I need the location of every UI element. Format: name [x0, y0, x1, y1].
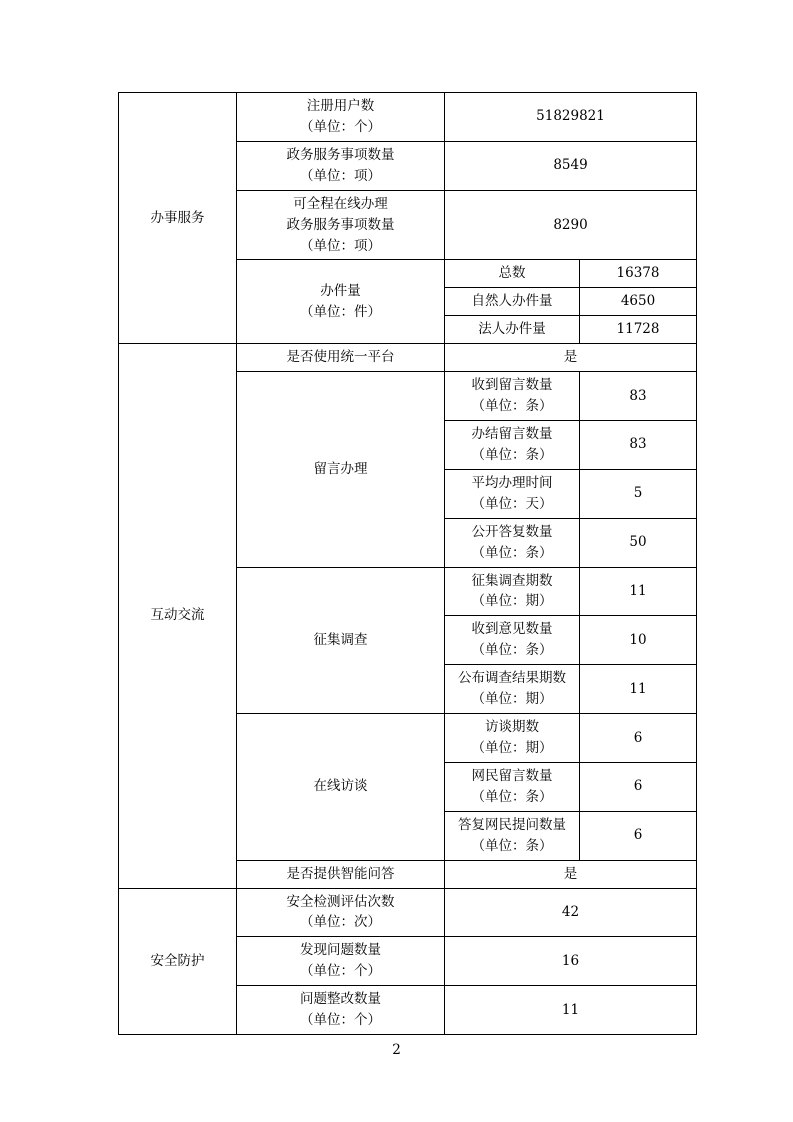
value-cell: 50: [580, 518, 697, 567]
sub-item-cell: 公布调查结果期数 （单位：期）: [445, 665, 580, 714]
page-number: 2: [392, 1042, 401, 1058]
item-cell: 办件量 （单位：件）: [237, 260, 445, 344]
category-cell: 安全防护: [119, 888, 237, 1035]
table-row: [119, 888, 697, 937]
value-cell: 是: [445, 344, 697, 372]
sub-item-cell: 答复网民提问数量 （单位：条）: [445, 811, 580, 860]
item-cell: 注册用户数 （单位：个）: [237, 93, 445, 142]
item-cell: 政务服务事项数量 （单位：项）: [237, 141, 445, 190]
item-cell: 问题整改数量 （单位：个）: [237, 986, 445, 1035]
sub-item-cell: 网民留言数量 （单位：条）: [445, 762, 580, 811]
value-cell: 6: [580, 762, 697, 811]
value-cell: 11: [445, 986, 697, 1035]
value-cell: 6: [580, 811, 697, 860]
value-cell: 4650: [580, 288, 697, 316]
government-service-statistics-table: [118, 92, 697, 1035]
sub-item-cell: 自然人办件量: [445, 288, 580, 316]
value-cell: 11: [580, 567, 697, 616]
table-row: [119, 344, 697, 372]
sub-item-cell: 法人办件量: [445, 316, 580, 344]
item-cell: 安全检测评估次数 （单位：次）: [237, 888, 445, 937]
value-cell: 42: [445, 888, 697, 937]
value-cell: 51829821: [445, 93, 697, 142]
value-cell: 5: [580, 469, 697, 518]
value-cell: 8549: [445, 141, 697, 190]
value-cell: 16378: [580, 260, 697, 288]
category-cell: 互动交流: [119, 344, 237, 888]
sub-item-cell: 公开答复数量 （单位：条）: [445, 518, 580, 567]
sub-item-cell: 总数: [445, 260, 580, 288]
value-cell: 10: [580, 616, 697, 665]
table-row: [119, 93, 697, 142]
item-cell: 可全程在线办理 政务服务事项数量 （单位：项）: [237, 190, 445, 260]
value-cell: 83: [580, 372, 697, 421]
sub-item-cell: 收到留言数量 （单位：条）: [445, 372, 580, 421]
value-cell: 83: [580, 420, 697, 469]
value-cell: 8290: [445, 190, 697, 260]
item-cell: 发现问题数量 （单位：个）: [237, 937, 445, 986]
item-cell: 在线访谈: [237, 714, 445, 861]
item-cell: 是否使用统一平台: [237, 344, 445, 372]
sub-item-cell: 访谈期数 （单位：期）: [445, 714, 580, 763]
sub-item-cell: 办结留言数量 （单位：条）: [445, 420, 580, 469]
value-cell: 是: [445, 860, 697, 888]
sub-item-cell: 平均办理时间 （单位：天）: [445, 469, 580, 518]
value-cell: 16: [445, 937, 697, 986]
category-cell: 办事服务: [119, 93, 237, 344]
value-cell: 11728: [580, 316, 697, 344]
item-cell: 征集调查: [237, 567, 445, 714]
table-body: [119, 93, 697, 1035]
item-cell: 是否提供智能问答: [237, 860, 445, 888]
sub-item-cell: 征集调查期数 （单位：期）: [445, 567, 580, 616]
sub-item-cell: 收到意见数量 （单位：条）: [445, 616, 580, 665]
item-cell: 留言办理: [237, 372, 445, 567]
value-cell: 6: [580, 714, 697, 763]
value-cell: 11: [580, 665, 697, 714]
